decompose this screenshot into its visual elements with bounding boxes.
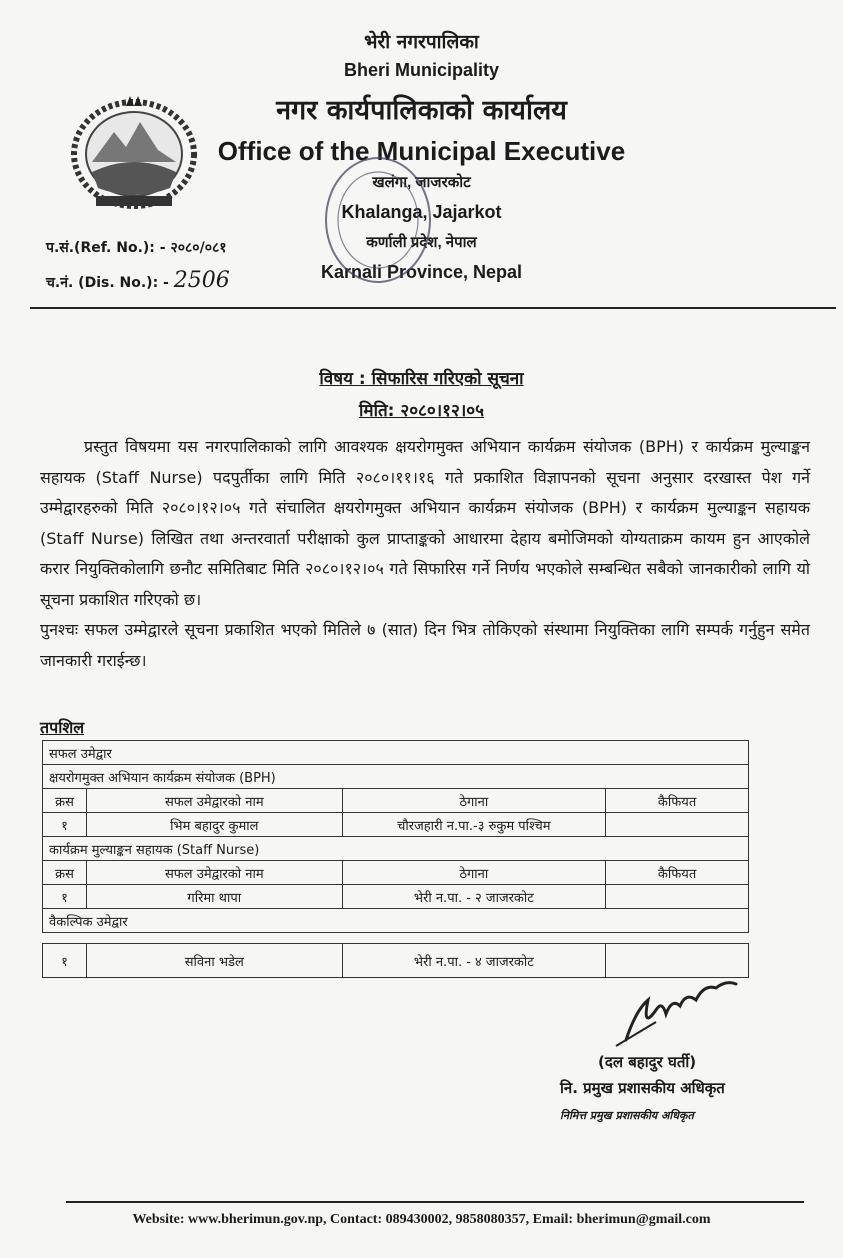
notice-paragraph: प्रस्तुत विषयमा यस नगरपालिकाको लागि आवश्यक क्षयरोगमुक्त अभियान कार्यक्रम संयोजक (BPH) र कार्यक्रम मुल्याङ्कन सहायक (Staff Nurse) पदपुर्तीका लागि मिति २०८०।११।१६ गते प्रकाशित विज्ञापनको सूचना अनुसार दरखास्त पेश गर्ने उम्मेद्वारहरुको मिति २०८०।१२।०५ गते संचालित क्षयरोगमुक्त अभियान कार्यक्रम संयोजक (BPH) र कार्यक्रम मुल्याङ्कन सहायक (Staff Nurse) लिखित तथा अन्तरवार्ता परीक्षाको कुल प्राप्ताङ्कको आधारमा देहाय बमोजिमको योग्यताक्रम कायम हुन आएकोले करार नियुक्तिकोलागि छनौट समितिबाट मिति २०८०।१२।०५ गते सिफारिस गर्ने निर्णय भएकोले सम्बन्धित सबैको जानकारीको लागि यो सूचना प्रकाशित गरिएको छ। [40, 437, 810, 609]
alternate-header: वैकल्पिक उमेद्वार [43, 909, 749, 933]
signatory-name: (दल बहादुर घर्ती) [598, 1053, 697, 1071]
col-name: सफल उमेद्वारको नाम [86, 789, 342, 813]
place-en: Khalanga, Jajarkot [341, 202, 502, 222]
details-heading: तपशिल [40, 718, 85, 737]
col-sn: क्रस [43, 861, 87, 885]
post-staff-nurse: कार्यक्रम मुल्याङ्कन सहायक (Staff Nurse) [43, 837, 749, 861]
signatory-title: नि. प्रमुख प्रशासकीय अधिकृत [560, 1079, 725, 1097]
office-name-en: Office of the Municipal Executive [217, 136, 626, 166]
province-en: Karnali Province, Nepal [320, 262, 523, 282]
subject-title: विषय : सिफारिस गरिएको सूचना [319, 369, 524, 389]
signature-icon [596, 970, 756, 1050]
row-sn: १ [43, 944, 87, 978]
row-name: गरिमा थापा [86, 885, 342, 909]
dis-value: 2506 [173, 268, 230, 293]
municipality-name-en: Bheri Municipality [343, 60, 500, 80]
footer-contact: Website: www.bherimun.gov.np, Contact: 089430002, 9858080357, Email: bherimun@gmail.com [132, 1212, 711, 1227]
municipality-name-np: भेरी नगरपालिका [364, 31, 479, 53]
notice-postscript: पुनश्चः सफल उम्मेद्वारले सूचना प्रकाशित भएको मितिले ७ (सात) दिन भित्र तोकिएको संस्थामा नियुक्तिका लागि सम्पर्क गर्नुहुन समेत जानकारी गराईन्छ। [40, 620, 810, 670]
place-np: खलंगा, जाजरकोट [372, 174, 471, 191]
notice-body [40, 432, 810, 676]
row-address: भेरी न.पा. - ४ जाजरकोट [342, 944, 606, 978]
table-spacer [43, 933, 749, 944]
col-address: ठेगाना [342, 789, 606, 813]
row-name: सविना भडेल [86, 944, 342, 978]
row-address: भेरी न.पा. - २ जाजरकोट [342, 885, 606, 909]
col-address: ठेगाना [342, 861, 606, 885]
footer-divider [66, 1201, 804, 1203]
row-remark [606, 813, 749, 837]
subject-date: मिति: २०८०।१२।०५ [359, 401, 484, 421]
col-name: सफल उमेद्वारको नाम [86, 861, 342, 885]
successful-header: सफल उमेद्वार [43, 741, 749, 765]
col-remark: कैफियत [606, 789, 749, 813]
office-seal-icon [318, 150, 438, 300]
post-bph: क्षयरोगमुक्त अभियान कार्यक्रम संयोजक (BPH) [43, 765, 749, 789]
header-divider [30, 307, 836, 309]
province-np: कर्णाली प्रदेश, नेपाल [366, 234, 477, 251]
col-sn: क्रस [43, 789, 87, 813]
row-sn: १ [43, 813, 87, 837]
dispatch-number [46, 268, 230, 293]
ref-label: प.सं.(Ref. No.): - [46, 240, 166, 256]
ref-value: २०८०/०८१ [170, 240, 227, 256]
row-name: भिम बहादुर कुमाल [86, 813, 342, 837]
signatory-stamp: निमित्त प्रमुख प्रशासकीय अधिकृत [560, 1109, 694, 1122]
ref-number [46, 238, 227, 257]
row-sn: १ [43, 885, 87, 909]
results-table [42, 740, 749, 978]
row-remark [606, 885, 749, 909]
dis-label: च.नं. (Dis. No.): - [46, 275, 169, 291]
table-row [43, 885, 749, 909]
office-name-np: नगर कार्यपालिकाको कार्यालय [276, 95, 567, 126]
table-row [43, 813, 749, 837]
row-address: चौरजहारी न.पा.-३ रुकुम पश्चिम [342, 813, 606, 837]
col-remark: कैफियत [606, 861, 749, 885]
